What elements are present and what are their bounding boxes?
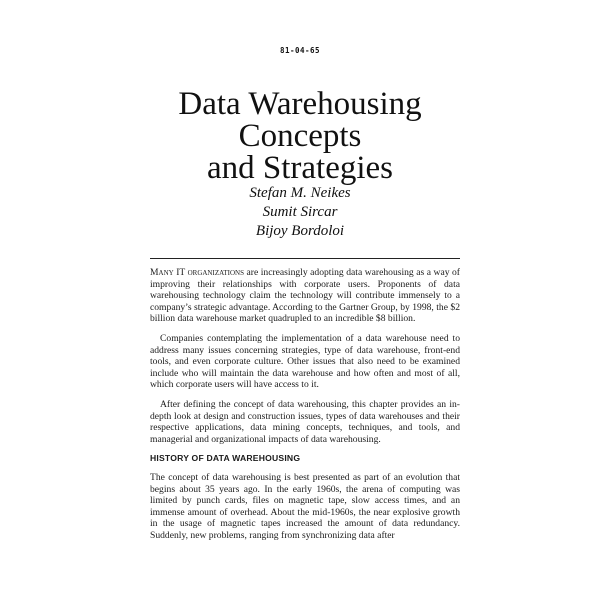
- paragraph: After defining the concept of data warehousing, this chapter provides an in-depth look at design and construction issues, types of data warehouses and their respective applications, data mining concepts, techniques, and tools, and managerial and organizational impacts of data warehousing.: [150, 398, 460, 445]
- title-line-1: Data Warehousing: [178, 86, 422, 122]
- author-name: Bijoy Bordoloi: [255, 223, 345, 239]
- body-text: [150, 267, 460, 549]
- author-name: Sumit Sircar: [262, 204, 338, 220]
- paragraph-intro: [150, 267, 460, 325]
- document-code: 81-04-65: [279, 46, 321, 55]
- chapter-title: [0, 88, 600, 184]
- divider-rule: [150, 258, 460, 259]
- author-name: Stefan M. Neikes: [249, 185, 351, 201]
- paragraph-intro-text: are increasingly adopting data warehousing as a way of improving their relationships with corporate users. Proponents of data warehousing technology claim the technology will contribute immensely to a company’s strategic advantage. According to the Gartner Group, by 1998, the $2 billion data warehouse market quadrupled to an incredible $8 billion.: [150, 267, 461, 325]
- title-line-2: Concepts: [238, 118, 362, 154]
- paragraph: Companies contemplating the implementation of a data warehouse need to address many issues concerning strategies, type of data warehouse, front-end tools, and even corporate culture. Other issues that also need to be examined include who will maintain the data warehouse and how often and most of all, which corporate users will have access to it.: [150, 332, 460, 391]
- section-heading: HISTORY OF DATA WAREHOUSING: [150, 453, 301, 464]
- author-list: [0, 184, 600, 241]
- title-line-3: and Strategies: [206, 150, 394, 186]
- paragraph: The concept of data warehousing is best presented as part of an evolution that begins about 35 years ago. In the early 1960s, the arena of computing was limited by punch cards, files on magnetic tape, slow access times, and an immense amount of overhead. About the mid-1960s, the near explosive growth in the usage of magnetic tapes increased the amount of data redundancy. Suddenly, new problems, ranging from synchronizing data after: [150, 471, 460, 541]
- paragraph-lead-smallcaps: Many IT organizations: [150, 267, 244, 278]
